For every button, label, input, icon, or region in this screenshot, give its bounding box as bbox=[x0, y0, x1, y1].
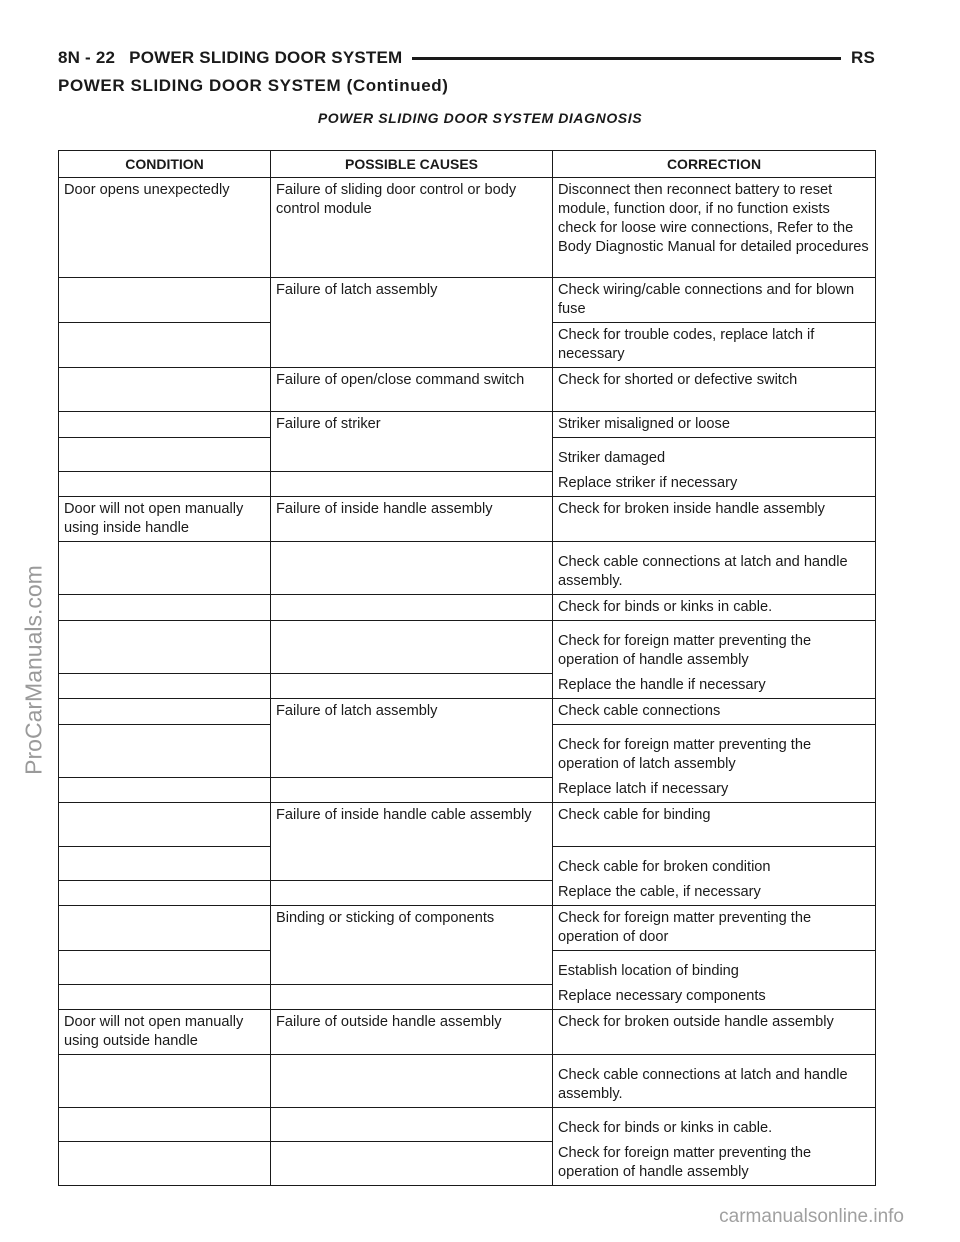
side-watermark bbox=[4, 460, 64, 880]
correction-cell: Check for foreign matter preventing the operation of latch assembly bbox=[553, 725, 876, 778]
condition-cell bbox=[59, 621, 271, 674]
condition-cell bbox=[59, 951, 271, 985]
cause-cell: Failure of outside handle assembly bbox=[271, 1010, 553, 1055]
cause-cell bbox=[271, 984, 553, 1010]
table-row bbox=[59, 621, 876, 674]
correction-cell: Check for broken outside handle assembly bbox=[553, 1010, 876, 1055]
correction-cell: Replace striker if necessary bbox=[553, 471, 876, 497]
cause-cell bbox=[271, 725, 553, 778]
cause-cell: Failure of sliding door control or body control module bbox=[271, 178, 553, 278]
table-row bbox=[59, 178, 876, 278]
cause-cell: Binding or sticking of components bbox=[271, 906, 553, 951]
condition-cell bbox=[59, 368, 271, 412]
correction-cell: Check for binds or kinks in cable. bbox=[553, 595, 876, 621]
cause-cell bbox=[271, 673, 553, 699]
correction-cell: Check for foreign matter preventing the operation of door bbox=[553, 906, 876, 951]
table-row bbox=[59, 847, 876, 881]
condition-cell: Door will not open manually using outside handle bbox=[59, 1010, 271, 1055]
correction-cell: Check cable connections at latch and handle assembly. bbox=[553, 542, 876, 595]
model-code: RS bbox=[850, 48, 875, 67]
cause-cell bbox=[271, 621, 553, 674]
correction-cell: Striker misaligned or loose bbox=[553, 412, 876, 438]
correction-cell: Check for broken inside handle assembly bbox=[553, 497, 876, 542]
cause-cell bbox=[271, 323, 553, 368]
table-row bbox=[59, 673, 876, 699]
correction-cell: Check wiring/cable connections and for blown fuse bbox=[553, 278, 876, 323]
condition-cell bbox=[59, 278, 271, 323]
correction-cell: Replace latch if necessary bbox=[553, 777, 876, 803]
table-row bbox=[59, 984, 876, 1010]
header-rule bbox=[412, 57, 841, 60]
side-watermark-text: ProCarManuals.com bbox=[20, 565, 47, 775]
condition-cell bbox=[59, 880, 271, 906]
condition-cell bbox=[59, 595, 271, 621]
condition-cell bbox=[59, 725, 271, 778]
condition-cell bbox=[59, 847, 271, 881]
table-row bbox=[59, 438, 876, 472]
table-row bbox=[59, 1141, 876, 1186]
table-row bbox=[59, 323, 876, 368]
condition-cell bbox=[59, 1141, 271, 1186]
condition-cell bbox=[59, 1055, 271, 1108]
table-row bbox=[59, 1010, 876, 1055]
diagnosis-table bbox=[58, 150, 876, 1186]
cause-cell bbox=[271, 438, 553, 472]
cause-cell: Failure of latch assembly bbox=[271, 278, 553, 323]
condition-cell bbox=[59, 1108, 271, 1142]
condition-cell bbox=[59, 906, 271, 951]
table-row bbox=[59, 699, 876, 725]
condition-cell bbox=[59, 438, 271, 472]
table-row bbox=[59, 542, 876, 595]
condition-cell bbox=[59, 699, 271, 725]
bottom-watermark: carmanualsonline.info bbox=[719, 1206, 904, 1227]
table-row bbox=[59, 951, 876, 985]
condition-cell bbox=[59, 542, 271, 595]
condition-cell bbox=[59, 984, 271, 1010]
condition-cell: Door will not open manually using inside handle bbox=[59, 497, 271, 542]
cause-cell bbox=[271, 1108, 553, 1142]
table-row bbox=[59, 595, 876, 621]
correction-cell: Check cable connections at latch and handle assembly. bbox=[553, 1055, 876, 1108]
table-row bbox=[59, 777, 876, 803]
table-row bbox=[59, 412, 876, 438]
cause-cell bbox=[271, 880, 553, 906]
correction-cell: Check for trouble codes, replace latch if necessary bbox=[553, 323, 876, 368]
cause-cell bbox=[271, 951, 553, 985]
table-row bbox=[59, 880, 876, 906]
correction-cell: Disconnect then reconnect battery to reset module, function door, if no function exists check for loose wire connections, Refer to the Body Diagnostic Manual for detailed procedures bbox=[553, 178, 876, 278]
correction-cell: Replace necessary components bbox=[553, 984, 876, 1010]
page-header bbox=[58, 46, 875, 70]
cause-cell: Failure of inside handle cable assembly bbox=[271, 803, 553, 847]
condition-cell: Door opens unexpectedly bbox=[59, 178, 271, 278]
cause-cell bbox=[271, 1141, 553, 1186]
correction-cell: Check cable connections bbox=[553, 699, 876, 725]
column-header-correction: CORRECTION bbox=[553, 151, 876, 178]
cause-cell bbox=[271, 471, 553, 497]
column-header-possible-causes: POSSIBLE CAUSES bbox=[271, 151, 553, 178]
cause-cell bbox=[271, 777, 553, 803]
table-row bbox=[59, 278, 876, 323]
cause-cell: Failure of striker bbox=[271, 412, 553, 438]
condition-cell bbox=[59, 777, 271, 803]
table-title: POWER SLIDING DOOR SYSTEM DIAGNOSIS bbox=[317, 110, 643, 126]
cause-cell bbox=[271, 542, 553, 595]
table-header-row bbox=[59, 151, 876, 178]
condition-cell bbox=[59, 323, 271, 368]
condition-cell bbox=[59, 412, 271, 438]
condition-cell bbox=[59, 673, 271, 699]
table-row bbox=[59, 1108, 876, 1142]
table-row bbox=[59, 906, 876, 951]
continued-title: POWER SLIDING DOOR SYSTEM (Continued) bbox=[58, 76, 449, 95]
table-row bbox=[59, 368, 876, 412]
correction-cell: Check for shorted or defective switch bbox=[553, 368, 876, 412]
condition-cell bbox=[59, 471, 271, 497]
cause-cell: Failure of latch assembly bbox=[271, 699, 553, 725]
cause-cell: Failure of inside handle assembly bbox=[271, 497, 553, 542]
correction-cell: Striker damaged bbox=[553, 438, 876, 472]
correction-cell: Check for foreign matter preventing the operation of handle assembly bbox=[553, 1141, 876, 1186]
correction-cell: Check cable for broken condition bbox=[553, 847, 876, 881]
cause-cell bbox=[271, 595, 553, 621]
table-row bbox=[59, 803, 876, 847]
table-row bbox=[59, 725, 876, 778]
section-title: POWER SLIDING DOOR SYSTEM bbox=[129, 48, 403, 67]
correction-cell: Establish location of binding bbox=[553, 951, 876, 985]
correction-cell: Check for binds or kinks in cable. bbox=[553, 1108, 876, 1142]
table-row bbox=[59, 471, 876, 497]
table-row bbox=[59, 497, 876, 542]
cause-cell bbox=[271, 1055, 553, 1108]
cause-cell bbox=[271, 847, 553, 881]
page-number: 8N - 22 bbox=[58, 48, 116, 67]
column-header-condition: CONDITION bbox=[59, 151, 271, 178]
correction-cell: Replace the handle if necessary bbox=[553, 673, 876, 699]
correction-cell: Replace the cable, if necessary bbox=[553, 880, 876, 906]
table-row bbox=[59, 1055, 876, 1108]
condition-cell bbox=[59, 803, 271, 847]
correction-cell: Check cable for binding bbox=[553, 803, 876, 847]
correction-cell: Check for foreign matter preventing the operation of handle assembly bbox=[553, 621, 876, 674]
cause-cell: Failure of open/close command switch bbox=[271, 368, 553, 412]
